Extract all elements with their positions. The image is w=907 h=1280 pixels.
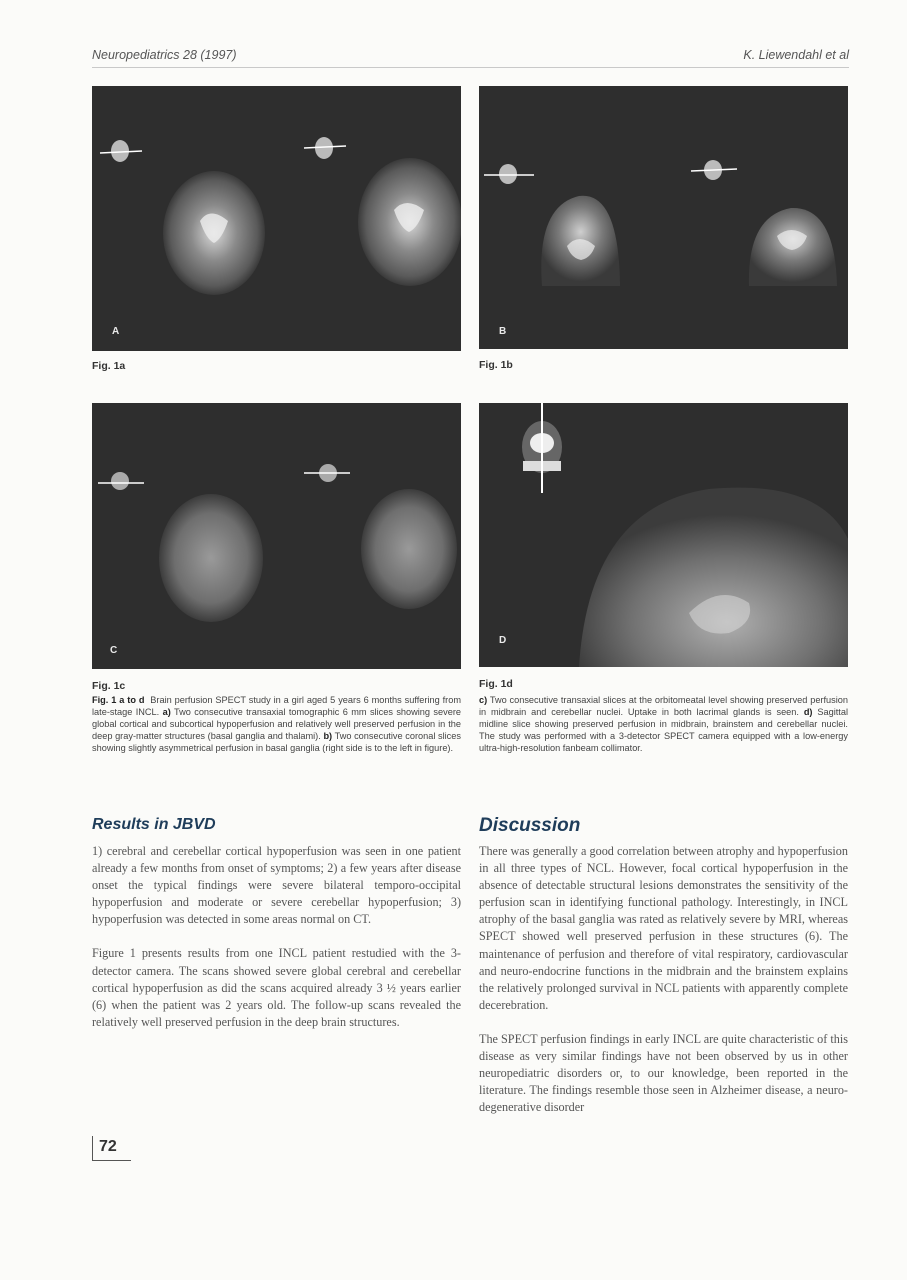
- caption-text: Brain perfusion SPECT study in a girl aged 5 years 6 months suffering from late-stage INCL.: [92, 695, 461, 718]
- panel-letter-b: B: [499, 326, 507, 337]
- discussion-body: [479, 843, 848, 1133]
- results-heading: Results in JBVD: [92, 816, 216, 833]
- caption-part-d: d): [803, 707, 813, 718]
- figure-1d-label: Fig. 1d: [479, 678, 513, 690]
- caption-text: Two consecutive transaxial tomographic 6 mm slices showing severe global cortical and subcortical hypoperfusion and relatively well preserved perfusion in the deep gray-matter structures (basal ganglia and thalami).: [92, 707, 461, 742]
- figure-1a-label: Fig. 1a: [92, 360, 126, 372]
- spect-transaxial-orbitomeatal-image: [92, 403, 461, 669]
- caption-text: Sagittal midline slice showing preserved perfusion in midbrain, brainstem and cerebellar nuclei. The study was performed with a 3-detector SPECT camera equipped with a low-energy ultra-high-resolution fanbeam collimator.: [479, 707, 848, 754]
- discussion-heading: Discussion: [479, 815, 581, 836]
- panel-letter-d: D: [499, 635, 507, 646]
- discussion-paragraph-2: The SPECT perfusion findings in early INCL are quite characteristic of this disease as very similar findings have not been observed by us in other neuropediatric disorders or, to our knowledge, been reported in the literature. The findings resemble those seen in Alzheimer disease, a neuro-degenerative disorder: [479, 1031, 848, 1115]
- figure-1c-image: [92, 403, 461, 669]
- caption-part-a: a): [162, 707, 171, 718]
- results-body: [92, 843, 461, 1048]
- caption-part-c: c): [479, 695, 488, 705]
- page-number: 72: [92, 1136, 131, 1161]
- running-header-authors: K. Liewendahl et al: [743, 48, 849, 62]
- panel-letter-c: C: [110, 645, 118, 656]
- spect-coronal-image: [479, 86, 848, 349]
- figure-1a-image: [92, 86, 461, 351]
- figure-1b-label: Fig. 1b: [479, 359, 513, 371]
- discussion-paragraph-1: There was generally a good correlation between atrophy and hypoperfusion in all three types of NCL. However, focal cortical hypoperfusion in the absence of detectable structural lesions demonstrates the sensitivity of the perfusion scan in identifying functional pathology. Interestingly, in INCL atrophy of the basal ganglia was rated as relatively severe by MRI, whereas SPECT showed well preserved perfusion in these structures (6). The maintenance of perfusion and therefore of vital respiratory, cardiovascular and neuro-endocrine functions in the midbrain and the brainstem explains the relatively prolonged survival in NCL patients with apparently complete decerebration.: [479, 844, 848, 1012]
- figure-1c-label: Fig. 1c: [92, 680, 126, 692]
- figure-1b-image: [479, 86, 848, 349]
- spect-transaxial-image: [92, 86, 461, 351]
- figure-1d-image: [479, 403, 848, 667]
- caption-lead: Fig. 1 a to d: [92, 695, 145, 705]
- spect-sagittal-image: [479, 403, 848, 667]
- caption-part-b: b): [323, 731, 333, 742]
- caption-text: Two consecutive coronal slices showing slightly asymmetrical perfusion in basal ganglia (right side is to the left in figure).: [92, 731, 461, 754]
- running-header-journal: Neuropediatrics 28 (1997): [92, 48, 237, 62]
- figure-caption-left: [92, 694, 461, 754]
- figure-caption-right: [479, 694, 848, 754]
- header-rule: [92, 67, 849, 68]
- results-paragraph-2: Figure 1 presents results from one INCL patient restudied with the 3-detector camera. The scans showed severe global cerebral and cerebellar cortical hypoperfusion as did the scans acquired already 3 ½ years earlier (6) when the patient was 2 years old. The follow-up scans revealed the relatively well preserved perfusion in the deep brain structures.: [92, 946, 461, 1029]
- panel-letter-a: A: [112, 326, 120, 337]
- results-paragraph-1: 1) cerebral and cerebellar cortical hypoperfusion was seen in one patient already a few months from onset of symptoms; 2) a few years after disease onset the typical findings were severe bilateral temporo-occipital hypoperfusion and moderate or severe cerebellar hypoperfusion; 3) hypoperfusion was detected in some areas normal on CT.: [92, 844, 461, 927]
- caption-text: Two consecutive transaxial slices at the orbitomeatal level showing preserved perfusion in midbrain and cerebellar nuclei. Uptake in both lacrimal glands is seen.: [479, 695, 849, 718]
